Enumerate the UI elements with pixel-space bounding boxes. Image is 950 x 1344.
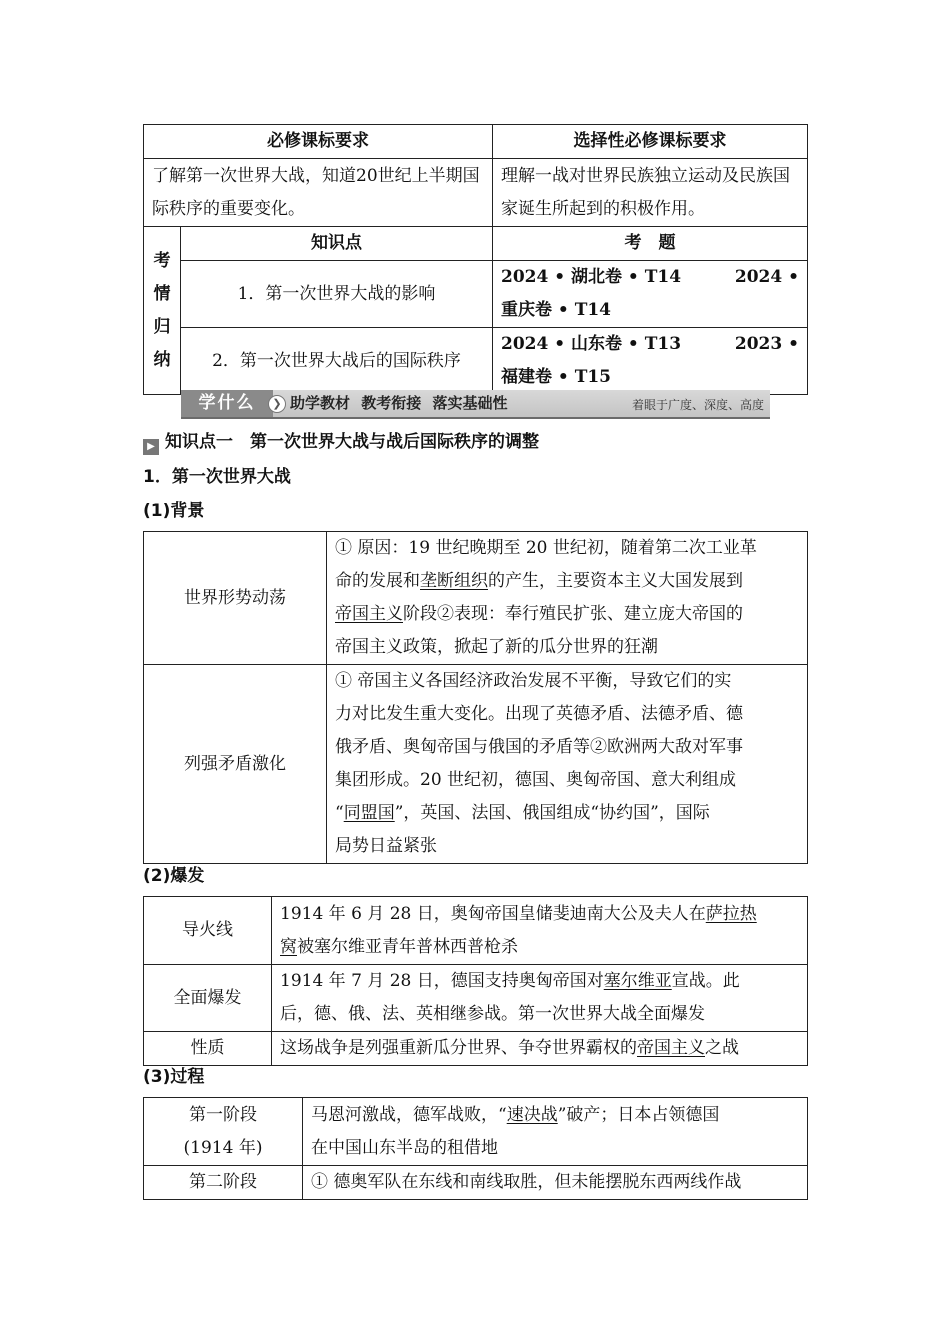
underlined-term: 帝国主义 [637,1038,705,1058]
text-segment: “ [335,803,344,823]
text-segment: 的产生，主要资本主义大国发展到 [488,571,743,591]
text-segment: 在中国山东半岛的租借地 [311,1137,498,1158]
outbreak-content-1 [272,897,808,965]
process-table [143,1097,808,1200]
text-segment: 宣战。此 [671,971,740,991]
text-segment: ”破产；日本占领德国 [557,1104,720,1125]
banner-slogan: 助学教材 教考衔接 落实基础性 [290,394,508,412]
text-segment: 俄矛盾、奥匈帝国与俄国的矛盾等②欧洲两大敌对军事 [335,737,743,757]
text-line [335,665,799,698]
text-line [335,698,799,731]
text-segment: 阶段②表现：奉行殖民扩张、建立庞大帝国的 [403,604,743,624]
text-segment: 局势日益紧张 [335,836,437,856]
bg-label-1: 世界形势动荡 [144,532,327,665]
play-triangle-icon: ▶ [143,439,159,455]
underlined-term: 窝 [280,936,297,957]
elective-standard-header: 选择性必修课标要求 [493,125,808,159]
text-segment: ”，英国、法国、俄国组成“协约国”，国际 [394,803,710,823]
text-line [311,1166,799,1199]
text-segment: 集团形成。20 世纪初，德国、奥匈帝国、意大利组成 [335,770,737,790]
background-table [143,531,808,864]
text-line [311,1132,799,1165]
required-standard-text: 了解第一次世界大战，知道20世纪上半期国际秩序的重要变化。 [144,159,493,227]
text-line [280,998,799,1031]
text-line [311,1099,799,1132]
subsection-title: 1．第一次世界大战 [143,467,291,487]
text-line [280,965,799,998]
text-line [280,1032,799,1065]
exam-cell-1: 2024 • 湖北卷 • T14 2024 • 重庆卷 • T14 [493,261,808,328]
underlined-term: 帝国主义 [335,604,403,624]
outbreak-label-1: 导火线 [144,897,272,965]
section-banner [181,390,770,419]
required-standard-header: 必修课标要求 [144,125,493,159]
process-content-2 [303,1166,808,1200]
underlined-term: 塞尔维亚 [603,971,672,991]
bg-content-1 [327,532,808,665]
knowledge-point-2: 2．第一次世界大战后的国际秩序 [181,328,493,395]
chevron-right-icon: ❯ [268,395,286,413]
text-line [280,931,799,964]
process-label-2: 第二阶段 [144,1166,303,1200]
text-segment: 命的发展和 [335,571,420,591]
text-line [335,830,799,863]
exam-header: 考 题 [493,227,808,261]
outbreak-content-2 [272,965,808,1032]
text-segment: 1914 年 7 月 28 日，德国支持奥匈帝国对 [280,971,604,991]
outbreak-label-3: 性质 [144,1032,272,1066]
text-line [335,598,799,631]
text-segment: 之战 [705,1038,739,1058]
text-segment: 这场战争是列强重新瓜分世界、争夺世界霸权的 [280,1038,637,1058]
outbreak-heading: (2)爆发 [143,866,205,886]
banner-right-text: 着眼于广度、深度、高度 [631,398,764,412]
requirements-table [143,124,808,395]
text-line [280,898,799,931]
outbreak-label-2: 全面爆发 [144,965,272,1032]
background-heading: (1)背景 [143,501,205,521]
knowledge-point-1: 1．第一次世界大战的影响 [181,261,493,328]
underlined-term: 萨拉热 [705,903,757,924]
process-heading: (3)过程 [143,1067,205,1087]
underlined-term: 垄断组织 [420,571,488,591]
text-line [335,565,799,598]
bg-content-2 [327,665,808,864]
text-segment: 后，德、俄、法、英相继参战。第一次世界大战全面爆发 [280,1004,705,1024]
text-segment: 1914 年 6 月 28 日，奥匈帝国皇储斐迪南大公及夫人在 [280,903,706,924]
bg-label-2: 列强矛盾激化 [144,665,327,864]
text-line [335,731,799,764]
text-line [335,797,799,830]
banner-tab: 学什么 [181,390,273,417]
section-title: ▶ 知识点一 第一次世界大战与战后国际秩序的调整 [143,430,539,455]
text-line [335,631,799,664]
text-segment: ① 德奥军队在东线和南线取胜，但未能摆脱东西两线作战 [311,1172,742,1192]
text-segment: ① 原因：19 世纪晚期至 20 世纪初，随着第二次工业革 [335,538,757,558]
outbreak-content-3 [272,1032,808,1066]
text-line [335,764,799,797]
process-content-1 [303,1098,808,1166]
text-segment: 帝国主义政策，掀起了新的瓜分世界的狂潮 [335,637,658,657]
exam-cell-2: 2024 • 山东卷 • T13 2023 • 福建卷 • T15 [493,328,808,395]
text-segment: 力对比发生重大变化。出现了英德矛盾、法德矛盾、德 [335,704,743,724]
process-label-1: 第一阶段 (1914 年) [144,1098,303,1166]
underlined-term: 同盟国 [343,803,395,823]
text-segment: 被塞尔维亚青年普林西普枪杀 [297,936,518,957]
text-line [335,532,799,565]
exam-summary-side-label: 考 情 归 纳 [144,227,181,395]
knowledge-point-header: 知识点 [181,227,493,261]
text-segment: ① 帝国主义各国经济政治发展不平衡，导致它们的实 [335,671,732,691]
underlined-term: 速决战 [506,1104,558,1125]
text-segment: 马恩河激战，德军战败，“ [311,1104,507,1125]
outbreak-table [143,896,808,1066]
elective-standard-text: 理解一战对世界民族独立运动及民族国家诞生所起到的积极作用。 [493,159,808,227]
